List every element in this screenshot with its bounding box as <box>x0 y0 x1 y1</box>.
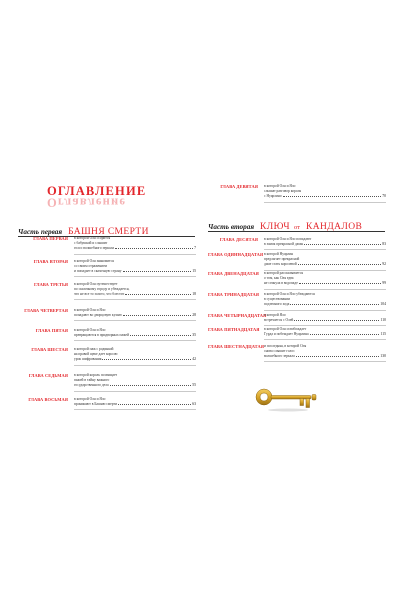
chapter-text-line: в которой Оля знакомится <box>74 258 114 263</box>
entry-separator <box>264 361 386 362</box>
chapter-last-line <box>74 402 196 407</box>
chapter-last-line <box>264 318 386 323</box>
chapter-text-line: в которой паж с родинкой <box>74 347 114 351</box>
chapter-text-line: на правой щеке дает королю <box>74 352 118 357</box>
chapter-text-line: снова слышит голос <box>264 348 295 353</box>
chapter-label: ГЛАВА ПЕРВАЯ <box>33 236 68 241</box>
dot-leader <box>283 196 382 197</box>
chapter-description <box>74 308 196 318</box>
chapter-text-line: урок шифрования <box>74 357 102 362</box>
dot-leader <box>118 404 191 405</box>
chapter-label: ГЛАВА ОДИННАДЦАТАЯ <box>208 252 264 257</box>
key-icon <box>252 385 322 413</box>
chapter-text-line: превращаются в придворных пажей <box>74 332 130 337</box>
chapter-description <box>264 327 386 337</box>
chapter-description <box>264 252 386 268</box>
chapter-last-line <box>264 281 386 286</box>
part-two-title-b: КАНДАЛОВ <box>306 222 363 232</box>
chapter-last-line <box>264 302 386 307</box>
page-number: 110 <box>380 317 386 322</box>
chapter-description <box>74 373 196 389</box>
entry-separator <box>264 289 386 290</box>
page-number: 115 <box>380 331 386 336</box>
chapter-label: ГЛАВА ШЕСТАЯ <box>31 347 68 352</box>
chapter-text-line: в которой король посвящает <box>74 373 118 377</box>
dot-leader <box>290 304 379 305</box>
chapter-text-line: что не все то золото, что блестит <box>74 291 125 296</box>
chapter-text-line: и последняя, в которой Оля <box>264 343 307 348</box>
chapter-text-line: в которой Яло <box>264 312 286 317</box>
chapter-text-line: даме стать королевой <box>264 262 297 267</box>
chapter-text-line: и попадает в сказочную страну <box>74 268 122 273</box>
chapter-label: ГЛАВА ВОСЬМАЯ <box>28 396 68 402</box>
chapter-label: ГЛАВА ДВЕНАДЦАТАЯ <box>208 271 259 276</box>
chapter-description <box>74 328 196 338</box>
dot-leader <box>110 385 192 386</box>
page-number: 55 <box>192 383 196 388</box>
toc-title: ОГЛАВЛЕНИЕ <box>47 184 147 198</box>
chapter-label: ГЛАВА ДЕСЯТАЯ <box>219 237 258 242</box>
dot-leader <box>130 335 191 336</box>
chapter-label: ГЛАВА ВТОРАЯ <box>33 258 68 264</box>
part-two-heading <box>208 216 385 232</box>
chapter-text-line: подземного хода <box>264 302 290 307</box>
chapter-text-line: в которой Оля и Яло <box>264 184 296 188</box>
dot-leader <box>298 264 382 265</box>
dot-leader <box>299 283 381 284</box>
chapter-label: ГЛАВА СЕДЬМАЯ <box>28 373 68 378</box>
chapter-description <box>264 344 386 360</box>
chapter-last-line <box>74 292 196 297</box>
chapter-text-line: в которой Оля ссорится <box>74 236 111 240</box>
chapter-last-line <box>264 242 386 247</box>
chapter-last-line <box>74 357 196 362</box>
part-two-title-mid: от <box>294 224 301 231</box>
chapter-last-line <box>74 246 196 251</box>
chapter-description <box>74 259 196 275</box>
chapter-text-line: о том, как Оля едва <box>264 276 294 281</box>
chapter-last-line <box>74 313 196 318</box>
entry-separator <box>74 299 196 300</box>
chapter-text-line: в которой Нуарлин <box>264 252 293 256</box>
entry-separator <box>74 276 196 277</box>
entry-separator <box>74 391 196 392</box>
dot-leader <box>115 248 193 249</box>
entry-separator <box>74 340 196 341</box>
chapter-text-line: попадают во дворцовую кухню <box>74 312 122 317</box>
chapter-text-line: голос волшебного зеркала <box>74 246 115 251</box>
chapter-description <box>74 282 196 298</box>
chapter-last-line <box>264 262 386 267</box>
chapter-description <box>74 347 196 363</box>
entry-separator <box>74 254 196 255</box>
chapter-text-line: со своим отражением <box>74 263 107 268</box>
chapter-label: ГЛАВА ПЯТНАДЦАТАЯ <box>208 326 260 332</box>
chapter-text-line: в которой Оля освобождает <box>264 326 307 331</box>
page-number: 63 <box>192 401 196 406</box>
page-number: 99 <box>382 281 386 286</box>
chapter-text-line: в которой Оля и Яло <box>74 396 106 401</box>
chapter-description <box>264 237 386 247</box>
page-number: 35 <box>192 332 196 337</box>
page-number: 28 <box>192 312 196 317</box>
chapter-text-line: встречается с Олей <box>264 317 294 322</box>
dot-leader <box>123 271 192 272</box>
chapter-last-line <box>74 333 196 338</box>
chapter-text-line: государственного дела <box>74 383 109 388</box>
chapter-text-line: проникают в Башню смерти <box>74 401 117 406</box>
chapter-text-line: слышат разговор короля <box>264 189 302 194</box>
part-two-underline <box>208 231 385 232</box>
page-number: 92 <box>382 262 386 267</box>
chapter-last-line <box>264 194 386 199</box>
entry-separator <box>264 339 386 340</box>
chapter-text-line: с Нуарлино <box>264 194 282 199</box>
chapter-text-line: не сгинула в водопаде <box>264 281 298 286</box>
entry-separator <box>74 320 196 321</box>
page-number: 70 <box>382 194 386 199</box>
chapter-label: ГЛАВА ЧЕТВЕРТАЯ <box>24 307 68 313</box>
chapter-last-line <box>264 332 386 337</box>
chapter-text-line: волшебного зеркала <box>264 353 295 358</box>
chapter-text-line: пажей в тайну важного <box>74 378 110 383</box>
entry-separator <box>74 365 196 366</box>
chapter-last-line <box>74 383 196 388</box>
page-number: 83 <box>382 242 386 247</box>
part-two-label: Часть вторая <box>208 223 255 231</box>
chapter-label: ГЛАВА ТРИНАДЦАТАЯ <box>208 292 260 297</box>
dot-leader <box>102 359 191 360</box>
page-number: 18 <box>192 291 196 296</box>
chapter-text-line: в существовании <box>264 297 291 302</box>
entry-separator <box>264 249 386 250</box>
page-number: 7 <box>194 246 196 251</box>
part-two-title-a: КЛЮЧ <box>260 222 290 232</box>
dot-leader <box>294 320 379 321</box>
dot-leader <box>296 356 380 357</box>
part-one-title: БАШНЯ СМЕРТИ <box>68 227 149 237</box>
chapter-label: ГЛАВА ПЯТАЯ <box>35 327 68 333</box>
page-number: 42 <box>192 357 196 362</box>
page-number: 130 <box>380 353 386 358</box>
toc-title-reflection: Оглавление <box>47 195 127 210</box>
chapter-description <box>74 397 196 407</box>
chapter-label: ГЛАВА ТРЕТЬЯ <box>34 281 68 287</box>
chapter-text-line: в которой Оля и Яло убеждаются <box>264 292 315 296</box>
chapter-description <box>264 184 386 200</box>
chapter-last-line <box>264 354 386 359</box>
chapter-text-line: Гурда и побеждает Нуарлина <box>264 331 309 336</box>
part-one-label: Часть первая <box>18 228 63 236</box>
chapter-text-line: в которой Оля путешествует <box>74 281 118 286</box>
chapter-text-line: в которой Оля и Яло попадают <box>264 237 312 241</box>
dot-leader <box>125 294 191 295</box>
part-one-heading <box>18 221 195 237</box>
entry-separator <box>264 202 386 203</box>
chapter-description <box>264 292 386 308</box>
chapter-label: ГЛАВА ШЕСТНАДЦАТАЯ <box>208 343 264 349</box>
page-number: 104 <box>380 302 386 307</box>
chapter-text-line: с бабушкой и слышит <box>74 241 108 246</box>
chapter-description <box>264 271 386 287</box>
chapter-description <box>264 313 386 323</box>
chapter-text-line: в которой рассказывается <box>264 271 304 275</box>
chapter-description <box>74 236 196 252</box>
entry-separator <box>74 409 196 410</box>
chapter-text-line: предлагает прекрасной <box>264 257 300 262</box>
dot-leader <box>304 244 381 245</box>
entry-separator <box>264 310 386 311</box>
chapter-text-line: в которой Оля и Яло <box>74 307 106 312</box>
dot-leader <box>123 315 191 316</box>
chapter-label: ГЛАВА ДЕВЯТАЯ <box>220 184 258 189</box>
chapter-text-line: в замок прекрасной дамы <box>264 242 304 247</box>
chapter-text-line: в которой Оля и Яло <box>74 327 106 332</box>
chapter-text-line: по сказочному городу и убеждается, <box>74 286 130 291</box>
dot-leader <box>310 334 380 335</box>
page-number: 15 <box>192 268 196 273</box>
chapter-last-line <box>74 269 196 274</box>
chapter-label: ГЛАВА ЧЕТЫРНАДЦАТАЯ <box>208 312 267 318</box>
